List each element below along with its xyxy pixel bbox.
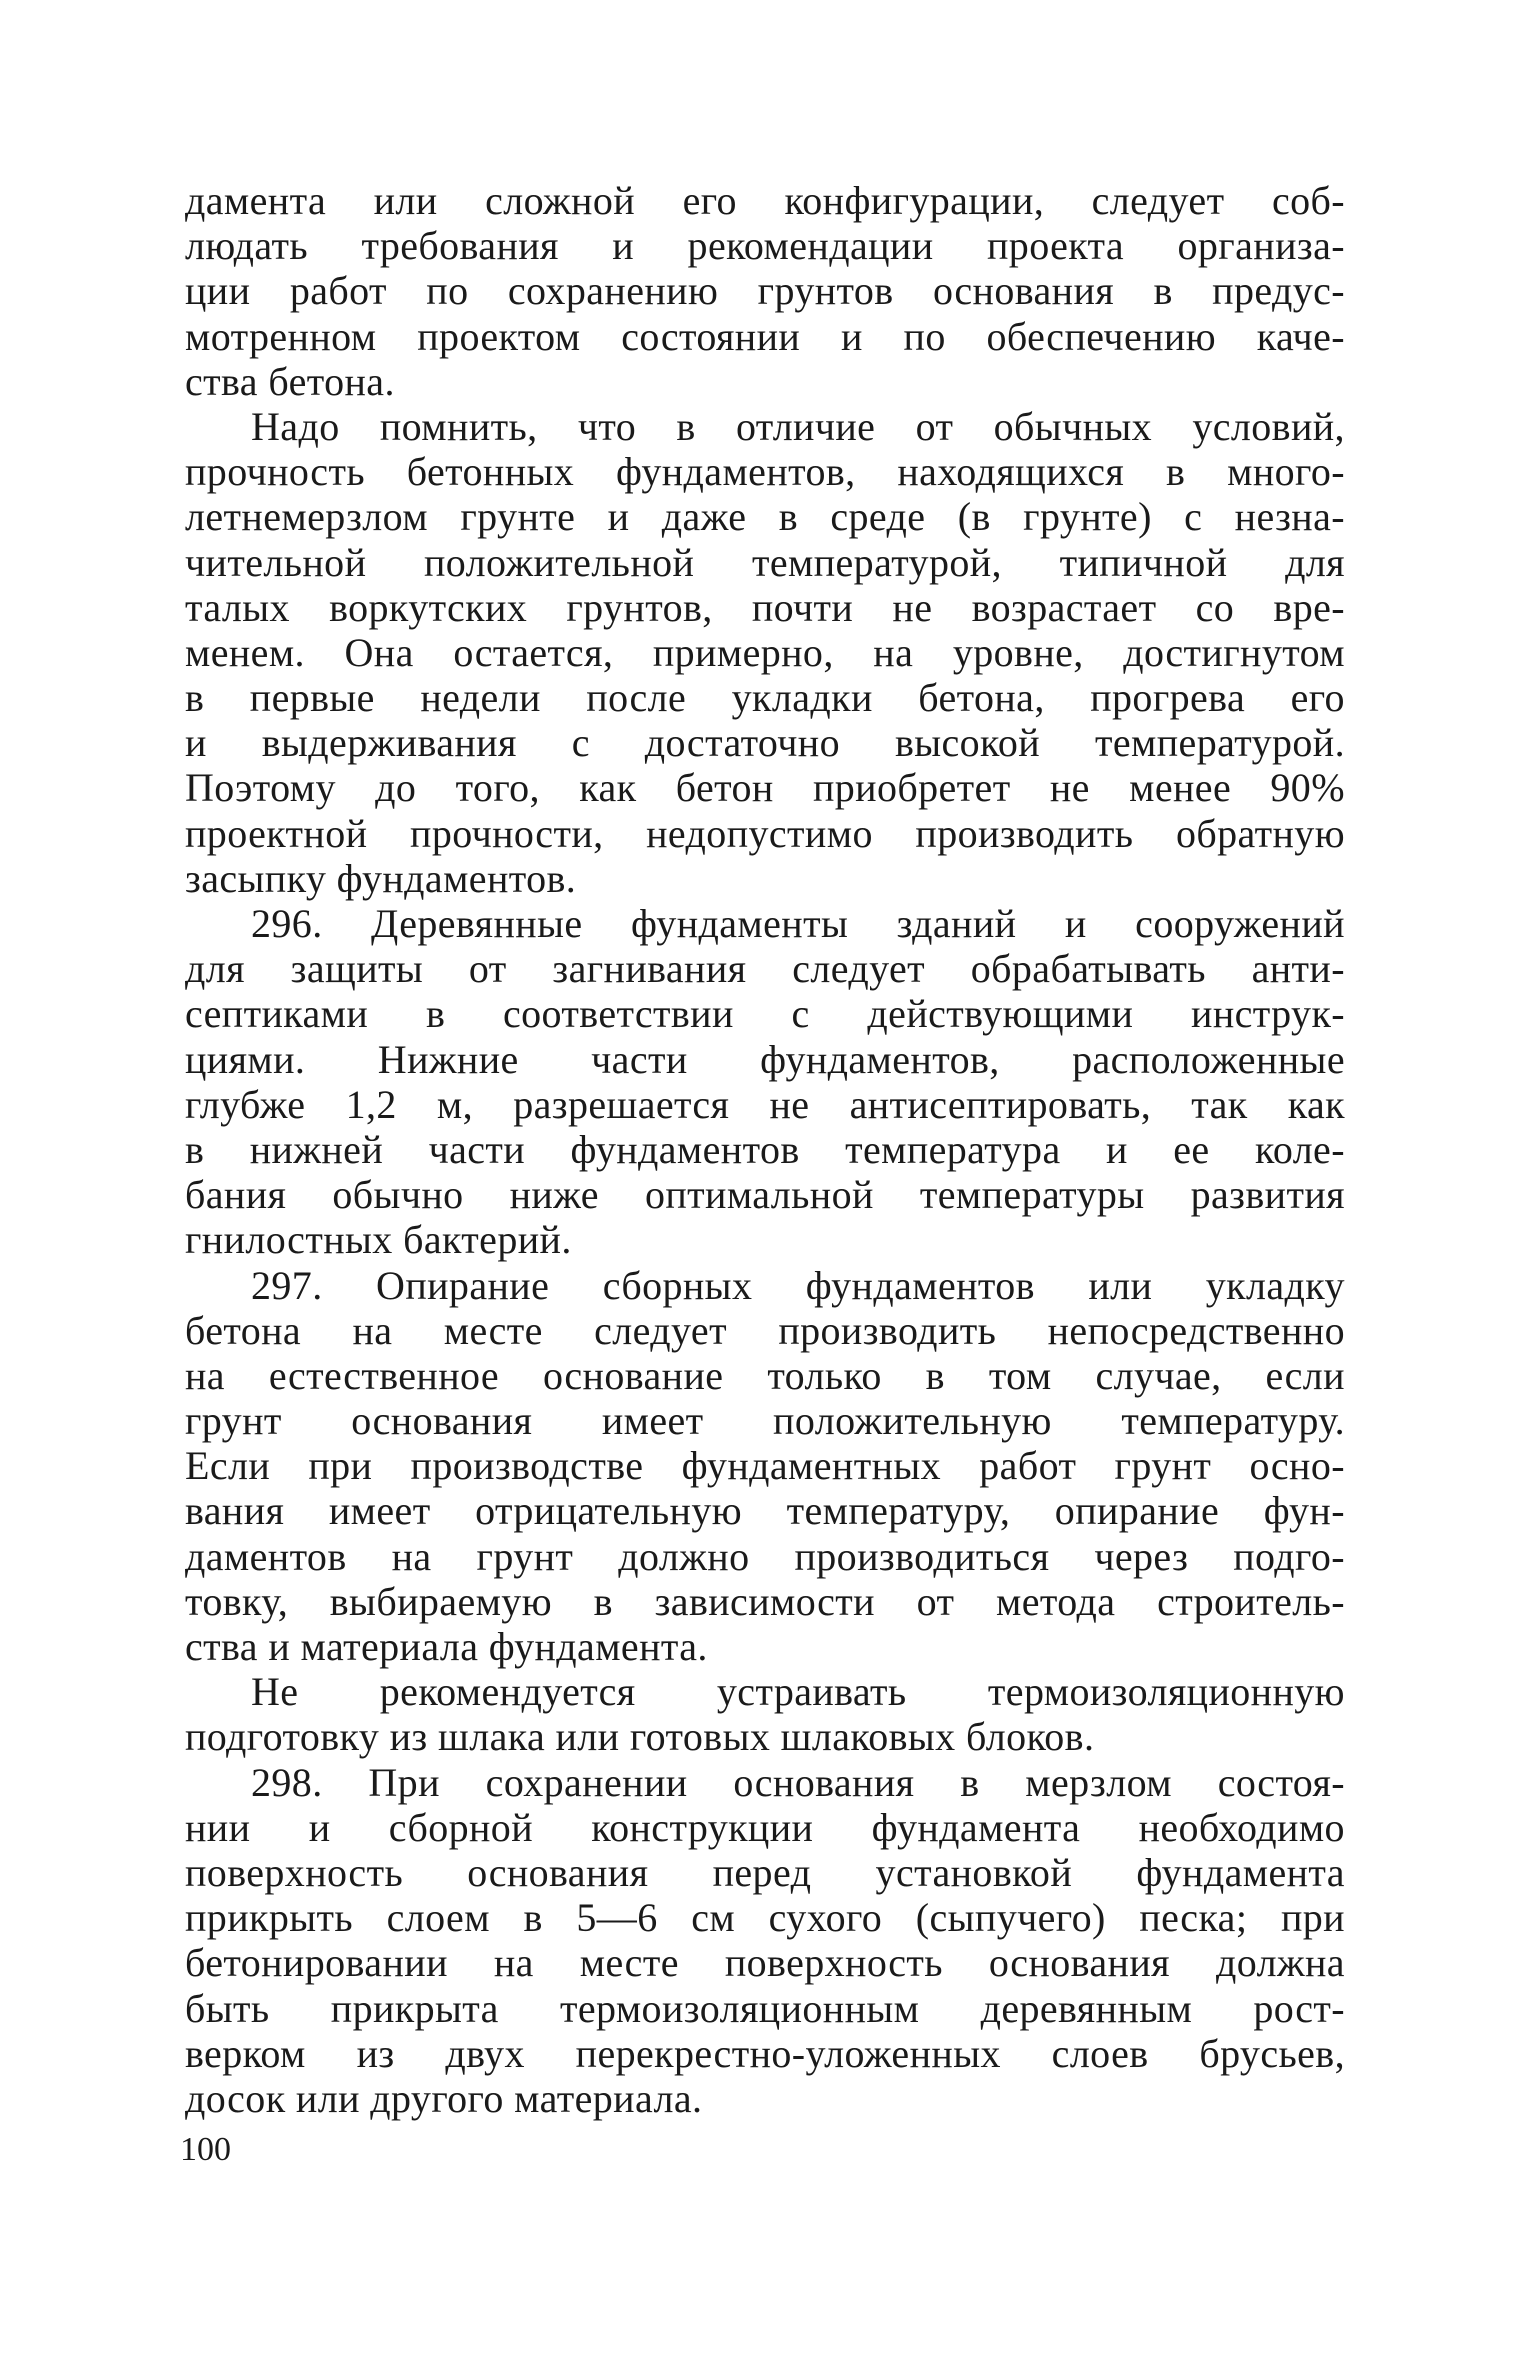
text-line: 298. При сохранении основания в мерзлом состоя- (251, 1759, 1345, 1805)
text-line: Поэтому до того, как бетон приобретет не менее 90% (185, 765, 1345, 811)
text-line: прикрыть слоем в 5—6 см сухого (сыпучего) песка; при (185, 1895, 1345, 1941)
text-line: ства и материала фундамента. (185, 1624, 708, 1669)
text-line: даментов на грунт должно производиться через подго- (185, 1533, 1345, 1579)
text-line: в нижней части фундаментов температура и ее коле- (185, 1126, 1345, 1172)
text-line: и выдерживания с достаточно высокой температурой. (185, 720, 1345, 766)
text-line: бания обычно ниже оптимальной температуры развития (185, 1172, 1345, 1218)
text-line: глубже 1,2 м, разрешается не антисептировать, так как (185, 1081, 1345, 1127)
text-line: бетона на месте следует производить непосредственно (185, 1307, 1345, 1353)
text-line: в первые недели после укладки бетона, прогрева его (185, 675, 1345, 721)
text-line: 296. Деревянные фундаменты зданий и сооружений (251, 901, 1345, 946)
text-line: циями. Нижние части фундаментов, расположенные (185, 1036, 1345, 1082)
text-line: верком из двух перекрестно-уложенных слоев брусьев, (185, 2030, 1345, 2076)
text-line: поверхность основания перед установкой фундамента (185, 1849, 1345, 1895)
text-line: Если при производстве фундаментных работ грунт осно- (185, 1443, 1345, 1489)
text-line: ства бетона. (185, 358, 395, 404)
text-line: мотренном проектом состоянии и по обеспечению каче- (185, 313, 1345, 359)
text-line: менем. Она остается, примерно, на уровне, достигнутом (185, 629, 1345, 675)
text-line: подготовку из шлака или готовых шлаковых блоков. (185, 1714, 1095, 1760)
text-line: талых воркутских грунтов, почти не возрастает со вре- (185, 584, 1345, 630)
body-text (185, 178, 1345, 2121)
text-line: дамента или сложной его конфигурации, следует соб- (185, 178, 1345, 223)
text-line: на естественное основание только в том случае, если (185, 1352, 1345, 1398)
text-line: Надо помнить, что в отличие от обычных условий, (251, 403, 1345, 449)
text-line: прочность бетонных фундаментов, находящихся в много- (185, 449, 1345, 495)
text-line: 297. Опирание сборных фундаментов или укладку (251, 1262, 1345, 1308)
text-line: нии и сборной конструкции фундамента необходимо (185, 1804, 1345, 1850)
text-line: гнилостных бактерий. (185, 1217, 572, 1263)
text-line: товку, выбираемую в зависимости от метода строитель- (185, 1578, 1345, 1624)
text-line: септиками в соответствии с действующими инструк- (185, 991, 1345, 1037)
text-line: засыпку фундаментов. (185, 855, 577, 901)
text-line: Не рекомендуется устраивать термоизоляционную (251, 1669, 1345, 1715)
text-line: грунт основания имеет положительную температуру. (185, 1398, 1345, 1444)
text-line: досок или другого материала. (185, 2075, 703, 2121)
text-line: ции работ по сохранению грунтов основания в предус- (185, 268, 1345, 314)
text-line: вания имеет отрицательную температуру, опирание фун- (185, 1488, 1345, 1534)
text-line: летнемерзлом грунте и даже в среде (в грунте) с незна- (185, 494, 1345, 540)
text-line: проектной прочности, недопустимо производить обратную (185, 810, 1345, 856)
text-line: быть прикрыта термоизоляционным деревянным рост- (185, 1985, 1345, 2031)
text-line: для защиты от загнивания следует обрабатывать анти- (185, 946, 1345, 992)
text-line: людать требования и рекомендации проекта организа- (185, 223, 1345, 269)
text-line: бетонировании на месте поверхность основания должна (185, 1940, 1345, 1986)
page-number: 100 (180, 2131, 231, 2168)
text-line: чительной положительной температурой, типичной для (185, 539, 1345, 585)
